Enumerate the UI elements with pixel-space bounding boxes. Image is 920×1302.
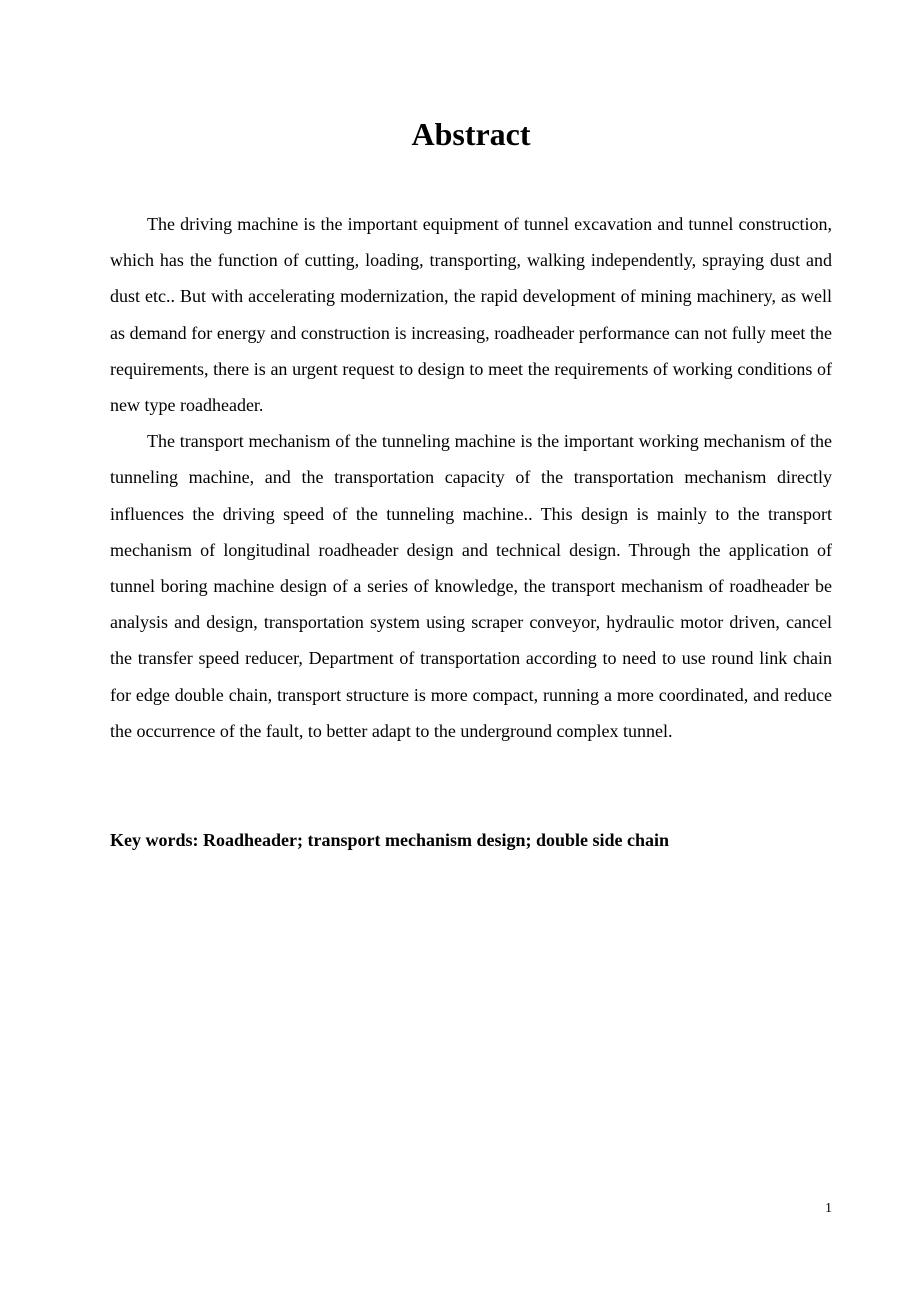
page-title: Abstract [411, 116, 531, 152]
page-number: 1 [825, 1201, 832, 1216]
abstract-paragraph-1: The driving machine is the important equipment of tunnel excavation and tunnel construction, which has the function of cutting, loading, transporting, walking independently, spraying dust and dust etc.. But with accelerating modernization, the rapid development of mining machinery, as well as demand for energy and construction is increasing, roadheader performance can not fully meet the requirements, there is an urgent request to design to meet the requirements of working conditions of new type roadheader. [110, 214, 832, 416]
abstract-body [110, 206, 832, 749]
keywords-line: Key words: Roadheader; transport mechanism design; double side chain [110, 830, 670, 850]
abstract-paragraph-2: The transport mechanism of the tunneling machine is the important working mechanism of the tunneling machine, and the transportation capacity of the transportation mechanism directly influences the driving speed of the tunneling machine.. This design is mainly to the transport mechanism of longitudinal roadheader design and technical design. Through the application of tunnel boring machine design of a series of knowledge, the transport mechanism of roadheader be analysis and design, transportation system using scraper conveyor, hydraulic motor driven, cancel the transfer speed reducer, Department of transportation according to need to use round link chain for edge double chain, transport structure is more compact, running a more coordinated, and reduce the occurrence of the fault, to better adapt to the underground complex tunnel. [110, 431, 832, 741]
